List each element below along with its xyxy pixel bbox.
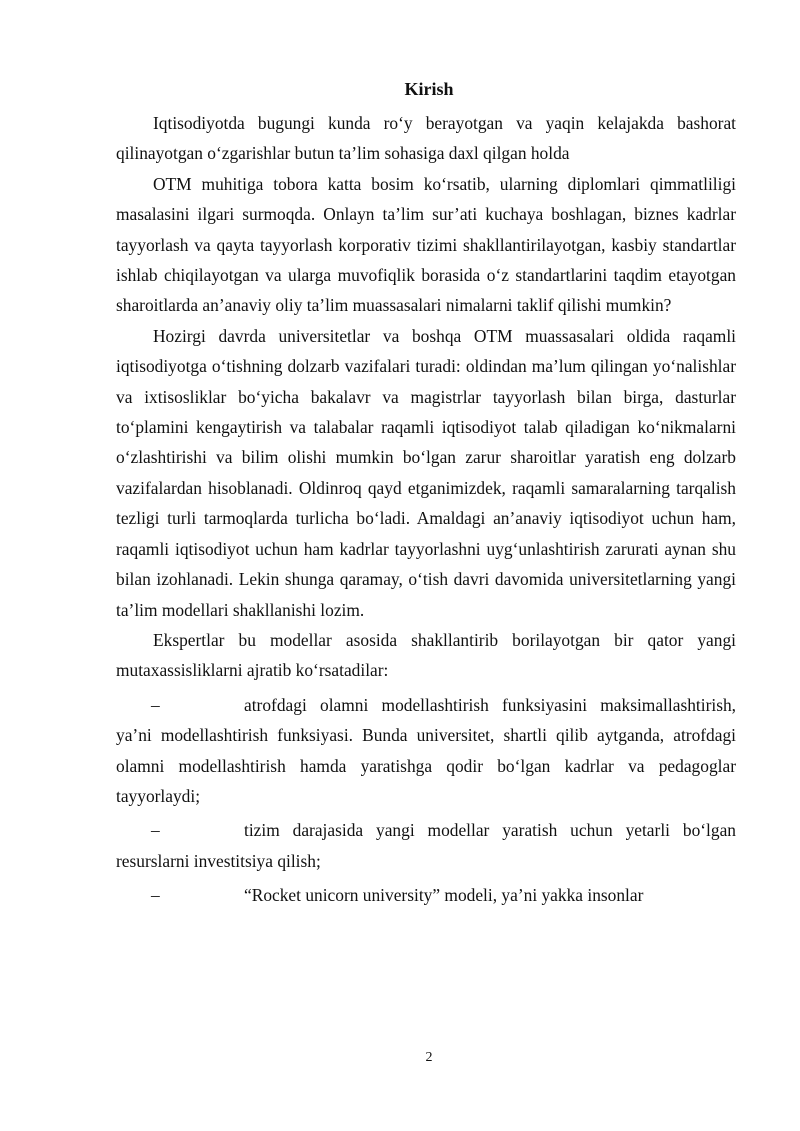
bullet-item-1: [116, 686, 736, 812]
bullet-marker: –: [151, 694, 160, 715]
bullet-marker: –: [151, 885, 160, 906]
bullet-item-2: [116, 811, 736, 876]
bullet-item-3: [116, 876, 736, 910]
document-body: [116, 108, 736, 911]
section-title: Kirish: [404, 79, 454, 99]
bullet-text: tizim darajasida yangi modellar yaratish uchun yetarli bo‘lgan resurslarni investitsiya qilish;: [116, 820, 736, 871]
bullet-text: atrofdagi olamni modellashtirish funksiyasini maksimallashtirish, ya’ni modellashtirish funksiyasi. Bunda universitet, shartli qilib aytganda, atrofdagi olamni modellashtirish hamda yaratishga qodir bo‘lgan kadrlar va pedagoglar tayyorlaydi;: [116, 694, 736, 806]
paragraph-2: OTM muhitiga tobora katta bosim ko‘rsatib, ularning diplomlari qimmatliligi masalasini ilgari surmoqda. Onlayn ta’lim sur’ati kuchaya boshlagan, biznes kadrlar tayyorlash va qayta tayyorlash korporativ tizimi shakllantirilayotgan, kasbiy standartlar ishlab chiqilayotgan va ularga muvofiqlik borasida o‘z standartlarini taqdim etayotgan sharoitlarda an’anaviy oliy ta’lim muassasalari nimalarni taklif qilishi mumkin?: [116, 173, 736, 316]
page-number: 2: [425, 1050, 433, 1065]
paragraph-1: Iqtisodiyotda bugungi kunda ro‘y berayotgan va yaqin kelajakda bashorat qilinayotgan o‘zgarishlar butun ta’lim sohasiga daxl qilgan holda: [116, 113, 736, 164]
bullet-marker: –: [151, 820, 160, 841]
paragraph-4: Ekspertlar bu modellar asosida shakllantirib borilayotgan bir qator yangi mutaxassisliklarni ajratib ko‘rsatadilar:: [116, 629, 736, 681]
bullet-text: “Rocket unicorn university” modeli, ya’ni yakka insonlar: [244, 885, 644, 906]
paragraph-3: Hozirgi davrda universitetlar va boshqa OTM muassasalari oldida raqamli iqtisodiyotga o‘tishning dolzarb vazifalari turadi: oldindan ma’lum qilingan yo‘nalishlar va ixtisosliklar bo‘yicha bakalavr va magistrlar tayyorlash bilan birga, dasturlar to‘plamini kengaytirish va talabalar raqamli iqtisodiyot talab qiladigan ko‘nikmalarni o‘zlashtirishi va bilim olishi mumkin bo‘lgan zarur sharoitlar yaratish eng dolzarb vazifalardan hisoblanadi. Oldinroq qayd etganimizdek, raqamli samaralarning tarqalish tezligi turli tarmoqlarda turlicha bo‘ladi. Amaldagi an’anaviy iqtisodiyot uchun ham, raqamli iqtisodiyot uchun ham kadrlar tayyorlashni uyg‘unlashtirish zarurati aynan shu bilan izohlanadi. Lekin shunga qaramay, o‘tish davri davomida universitetlarning yangi ta’lim modellari shakllanishi lozim.: [116, 325, 736, 620]
